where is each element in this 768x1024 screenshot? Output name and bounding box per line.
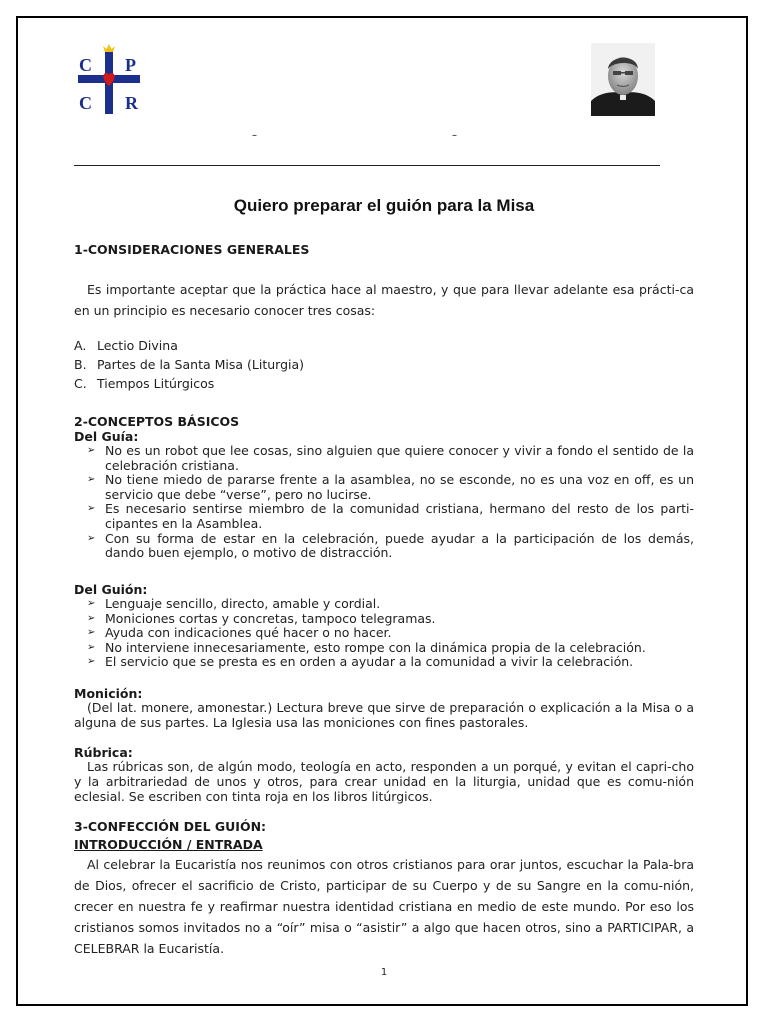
section-1-intro: Es importante aceptar que la práctica hace al maestro, y que para llevar adelante esa prácti-ca en un principio es necesario conocer tres cosas: (74, 282, 694, 318)
del-guia-heading: Del Guía: (74, 429, 139, 444)
section-1-list (74, 336, 574, 393)
introduccion-entrada-heading: INTRODUCCIÓN / ENTRADA (74, 837, 263, 852)
list-item (74, 336, 574, 355)
section-3-heading: 3-CONFECCIÓN DEL GUIÓN: (74, 819, 267, 834)
page-title: Quiero preparar el guión para la Misa (233, 196, 535, 215)
arrow-bullet-icon: ➢ (87, 656, 96, 668)
section-3-text: Al celebrar la Eucaristía nos reunimos con otros cristianos para orar juntos, escuchar la Pala-bra de Dios, ofrecer el sacrificio de Cristo, participar de su Cuerpo y de su Sangre en la comu-nión, crecer en nuestra fe y reafirmar nuestra identidad cristiana en medio de este mundo. Por eso los cristianos somos invitados no a “oír” misa o “asistir” a algo que hacen otros, sino a PARTICIPAR, a CELEBRAR la Eucaristía. (74, 857, 694, 956)
arrow-bullet-icon: ➢ (87, 598, 96, 609)
list-item (81, 502, 694, 531)
list-item-text: Tiempos Litúrgicos (97, 376, 215, 391)
list-item-text: No es un robot que lee cosas, sino alguien que quiere conocer y vivir a fondo el sentido de la celebración cristiana. (105, 443, 694, 473)
cpcr-logo (78, 42, 140, 114)
section-2-heading: 2-CONCEPTOS BÁSICOS (74, 414, 240, 429)
list-item-text: Es necesario sentirse miembro de la comunidad cristiana, hermano del resto de los parti-cipantes en la Asamblea. (105, 501, 694, 531)
list-item-text: Lectio Divina (97, 338, 178, 353)
list-marker: B. (74, 357, 87, 372)
list-marker: C. (74, 376, 87, 391)
monicion-text: (Del lat. monere, amonestar.) Lectura breve que sirve de preparación o explicación a la Misa o a alguna de sus partes. La Iglesia usa las moniciones con fines pastorales. (74, 700, 694, 730)
header-dash-right: – (452, 130, 457, 141)
del-guia-list (81, 444, 694, 561)
list-item (81, 532, 694, 561)
logo-letter-r: R (125, 93, 138, 113)
logo-letter-p: P (125, 55, 136, 75)
list-item (81, 655, 694, 670)
del-guion-list (81, 597, 694, 670)
list-item-text: El servicio que se presta es en orden a ayudar a la comunidad a vivir la celebración. (105, 654, 634, 670)
monicion-heading: Monición: (74, 686, 143, 701)
del-guion-heading: Del Guión: (74, 582, 148, 597)
list-item (81, 597, 694, 612)
list-marker: A. (74, 338, 87, 353)
portrait-photo (591, 43, 655, 116)
logo-letter-c-bottom: C (79, 93, 92, 113)
arrow-bullet-icon: ➢ (87, 474, 96, 486)
list-item (74, 355, 574, 374)
arrow-bullet-icon: ➢ (87, 503, 96, 515)
list-item (74, 374, 574, 393)
section-1-heading: 1-CONSIDERACIONES GENERALES (74, 242, 310, 257)
list-item (81, 473, 694, 502)
arrow-bullet-icon: ➢ (87, 627, 96, 639)
arrow-bullet-icon: ➢ (87, 532, 96, 544)
list-item (81, 626, 694, 641)
list-item-text: No interviene innecesariamente, esto rompe con la dinámica propia de la celebración. (105, 639, 646, 655)
arrow-bullet-icon: ➢ (87, 612, 96, 624)
header-rule (74, 165, 660, 166)
list-item (81, 612, 694, 627)
list-item-text: Con su forma de estar en la celebración, puede ayudar a la participación de los demás, dando buen ejemplo, o motivo de distracción. (105, 530, 694, 561)
header-dash-left: – (252, 130, 257, 141)
list-item-text: Ayuda con indicaciones qué hacer o no hacer. (105, 625, 392, 641)
rubrica-text: Las rúbricas son, de algún modo, teología en acto, responden a un porqué, y evitan el capri-cho y la arbitrariedad de unos y otros, para crear unidad en la liturgia, unidad que es comu-nión eclesial. Se escriben con tinta roja en los libros litúrgicos. (74, 759, 694, 804)
list-item-text: Partes de la Santa Misa (Liturgia) (97, 357, 305, 372)
list-item (81, 444, 694, 473)
list-item-text: Lenguaje sencillo, directo, amable y cordial. (105, 596, 381, 611)
list-item (81, 641, 694, 656)
list-item-text: No tiene miedo de pararse frente a la asamblea, no se esconde, no es una voz en off, es un servicio que debe “verse”, pero no lucirse. (105, 472, 694, 502)
page-number: 1 (380, 967, 388, 978)
rubrica-heading: Rúbrica: (74, 745, 133, 760)
logo-letter-c-top: C (79, 55, 92, 75)
list-item-text: Moniciones cortas y concretas, tampoco telegramas. (105, 610, 436, 626)
arrow-bullet-icon: ➢ (87, 641, 96, 653)
arrow-bullet-icon: ➢ (87, 445, 96, 456)
